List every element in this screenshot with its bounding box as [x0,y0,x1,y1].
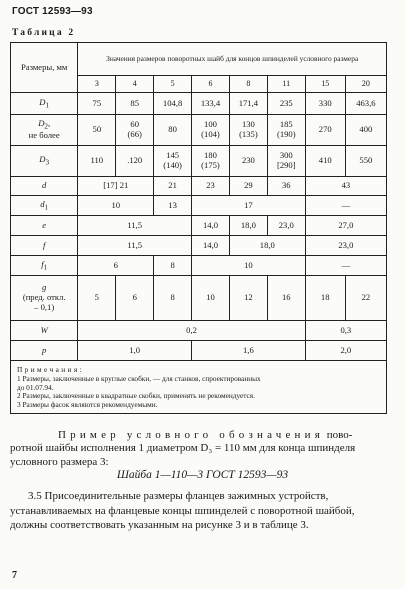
row-label-f1: $f_1$ [11,256,78,276]
table-cell: 23 [192,177,230,196]
table-cell: 145 (140) [154,146,192,177]
row-label-d1: $D_1$ [11,93,78,115]
table-cell: 23,0 [305,236,386,256]
table-cell: 400 [345,115,386,146]
table-cell: 10 [192,256,306,276]
table-cell: 6 [116,276,154,321]
example-heading-rest: пово- [326,429,353,441]
section-3-5: 3.5 Присоединительные размеры фланцев зажимных устройств, устанавливаемых на фланцевые концы шпинделей с поворотной шайбой, должны соответствовать указанным на рисунке 3 и в таблице 3. [10,490,355,532]
table-cell: 60 (66) [116,115,154,146]
table-cell: 171,4 [229,93,267,115]
table-row-f1 [11,256,387,276]
table-cell: 6 [78,256,154,276]
sizes-span-header: Значения размеров поворотных шайб для концов шпинделей условного размера [78,43,387,76]
example-heading-spaced: Пример условного обозначения [58,429,324,441]
table-cell: 270 [305,115,345,146]
table-row-w [11,321,387,341]
table-cell: 11,5 [78,236,192,256]
table-notes [11,361,387,414]
table-cell: 100 (104) [192,115,230,146]
row-label-f: f [11,236,78,256]
note-line: 2 Размеры, заключенные в квадратные скобки, применять не рекомендуется. [17,391,255,401]
table-row-d2 [11,115,387,146]
table-cell: 18,0 [229,236,305,256]
table-cell: 29 [229,177,267,196]
table-row-f [11,236,387,256]
table-cell: 50 [78,115,116,146]
table-cell: 1,0 [78,341,192,361]
table-cell: 22 [345,276,386,321]
table-cell: 0,3 [305,321,386,341]
table-row-d3 [11,146,387,177]
table-cell: 463,6 [345,93,386,115]
table-cell: .120 [116,146,154,177]
row-label-e: e [11,216,78,236]
row-label-g: g (пред. откл. – 0,1) [11,276,78,321]
table-cell: 85 [116,93,154,115]
example-body: ротной шайбы исполнения 1 диаметром D₃ = 110 мм для конца шпинделя условного размера 3: [10,442,356,469]
size-header: 15 [305,76,345,93]
table-cell: 12 [229,276,267,321]
table-cell: 21 [154,177,192,196]
document-header: ГОСТ 12593—93 [12,6,93,17]
row-label-d3: $D_3$ [11,146,78,177]
table-cell: 10 [78,196,154,216]
row-label-p: p [11,341,78,361]
table-cell: 8 [154,256,192,276]
table-cell: — [305,256,386,276]
table-cell: 104,8 [154,93,192,115]
row-label-d1-small: $d_1$ [11,196,78,216]
table-cell: 550 [345,146,386,177]
size-header: 20 [345,76,386,93]
table-cell: 43 [305,177,386,196]
table-cell: 130 (135) [229,115,267,146]
table-cell: 14,0 [192,216,230,236]
table-cell: 80 [154,115,192,146]
row-label-d2: $D_2$, не более [11,115,78,146]
table-row-d1 [11,93,387,115]
dimensions-table [10,42,387,414]
corner-header: Размеры, мм [11,43,78,93]
table-cell: 36 [267,177,305,196]
size-header: 4 [116,76,154,93]
table-cell: 13 [154,196,192,216]
table-row-e [11,216,387,236]
table-cell: 16 [267,276,305,321]
note-line: до 01.07.94. [17,382,54,392]
table-cell: 410 [305,146,345,177]
table-caption: Таблица 2 [12,28,76,38]
table-cell: 230 [229,146,267,177]
dimensions-table-wrapper [10,42,387,414]
table-cell: 23,0 [267,216,305,236]
size-header: 8 [229,76,267,93]
note-line: 1 Размеры, заключенные в круглые скобки, — для станков, спроектированных [17,374,261,384]
table-cell: 10 [192,276,230,321]
row-label-d: d [11,177,78,196]
table-cell: 133,4 [192,93,230,115]
table-cell: 0,2 [78,321,305,341]
table-cell: 5 [78,276,116,321]
table-cell: 18,0 [229,216,267,236]
table-row-d1-small [11,196,387,216]
table-cell: 330 [305,93,345,115]
size-header: 6 [192,76,230,93]
row-label-w: W [11,321,78,341]
table-cell: 235 [267,93,305,115]
size-header: 3 [78,76,116,93]
table-cell: 180 (175) [192,146,230,177]
table-cell: 185 (190) [267,115,305,146]
size-header: 5 [154,76,192,93]
table-cell: 17 [192,196,306,216]
table-cell: 300 [290] [267,146,305,177]
table-row-d [11,177,387,196]
table-row-p [11,341,387,361]
notes-title: Примечания: [17,365,84,374]
table-cell: — [305,196,386,216]
table-row-g [11,276,387,321]
table-cell: 2,0 [305,341,386,361]
table-cell: 18 [305,276,345,321]
size-header: 11 [267,76,305,93]
table-cell: 8 [154,276,192,321]
table-cell: 14,0 [192,236,230,256]
table-cell: 11,5 [78,216,192,236]
table-cell: 110 [78,146,116,177]
table-cell: 1,6 [192,341,306,361]
table-notes-row [11,361,387,414]
table-cell: 75 [78,93,116,115]
example-designation: Шайба 1—110—3 ГОСТ 12593—93 [116,469,289,481]
table-cell: 27,0 [305,216,386,236]
note-line: 3 Размеры фасок являются рекомендуемыми. [17,399,158,409]
page-number: 7 [12,570,17,581]
table-cell: [17] 21 [78,177,154,196]
